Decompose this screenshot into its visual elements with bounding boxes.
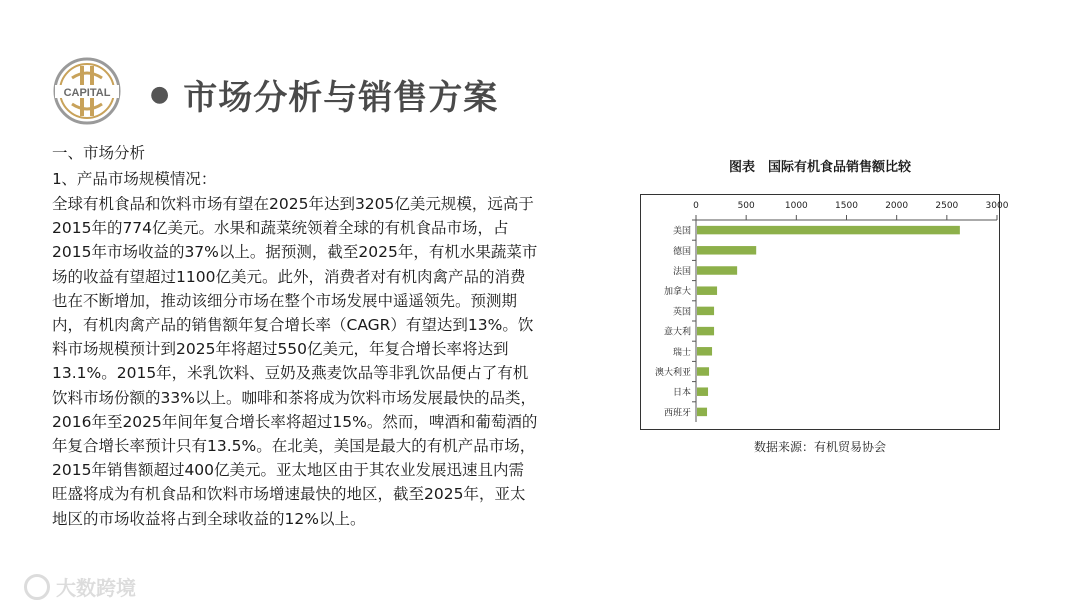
paragraph-line: 2015年的774亿美元。水果和蔬菜统领着全球的有机食品市场，占 [52, 219, 509, 238]
paragraph-line: 场的收益有望超过1100亿美元。此外，消费者对有机肉禽产品的消费 [52, 267, 526, 286]
watermark-icon [24, 574, 50, 600]
x-tick-label: 2500 [935, 201, 959, 211]
bar [697, 408, 707, 416]
category-label: 美国 [672, 226, 691, 237]
x-tick-label: 1000 [784, 201, 808, 211]
capital-logo [52, 56, 122, 126]
paragraph-line: 2016年至2025年间年复合增长率将超过15%。然而，啤酒和葡萄酒的 [52, 412, 538, 431]
paragraph-line: 内，有机肉禽产品的销售额年复合增长率（CAGR）有望达到13%。饮 [52, 316, 534, 335]
x-tick-label: 2000 [885, 201, 909, 211]
content-body [52, 140, 602, 531]
section-heading: 一、市场分析 [52, 144, 146, 162]
paragraph-line: 年复合增长率预计只有13.5%。在北美，美国是最大的有机产品市场， [52, 437, 536, 456]
bar [697, 286, 717, 294]
subheading: 1、产品市场规模情况： [52, 170, 217, 188]
bar [697, 307, 714, 315]
x-tick-label: 500 [737, 201, 755, 211]
watermark-text: 大数跨境 [56, 576, 136, 600]
bar [697, 266, 737, 274]
paragraph-line: 地区的市场收益将占到全球收益的12%以上。 [52, 509, 366, 528]
logo-text: CAPITAL [63, 87, 111, 99]
bar [697, 367, 709, 375]
category-label: 瑞士 [672, 347, 691, 358]
category-label: 英国 [672, 307, 691, 318]
bar [697, 226, 960, 234]
paragraph-line: 全球有机食品和饮料市场有望在2025年达到3205亿美元规模，远高于 [52, 195, 534, 213]
x-tick-label: 3000 [985, 201, 1009, 211]
x-tick-label: 0 [693, 201, 699, 211]
paragraph-line: 也在不断增加，推动该细分市场在整个市场发展中遥遥领先。预测期 [52, 291, 518, 310]
watermark [24, 572, 136, 601]
category-label: 西班牙 [663, 408, 691, 419]
category-label: 德国 [672, 246, 691, 257]
chart-caption: 图表 国际有机食品销售额比较 [728, 160, 911, 175]
bar [697, 327, 714, 335]
paragraph-line: 13.1%。2015年，米乳饮料、豆奶及燕麦饮品等非乳饮品便占了有机 [52, 364, 529, 383]
bar [697, 246, 756, 254]
paragraph-line: 旺盛将成为有机食品和饮料市场增速最快的地区，截至2025年，亚太 [52, 485, 526, 504]
category-label: 法国 [672, 267, 691, 277]
paragraph-line: 饮料市场份额的33%以上。咖啡和茶将成为饮料市场发展最快的品类， [52, 388, 536, 407]
category-label: 意大利 [663, 327, 691, 338]
bar [697, 387, 708, 395]
bar [697, 347, 712, 355]
title-row [150, 70, 498, 119]
title-bullet: ● [150, 82, 170, 107]
sales-bar-chart [640, 194, 1009, 430]
page-title: 市场分析与销售方案 [183, 78, 499, 118]
category-label: 日本 [672, 388, 691, 399]
chart-source: 数据来源：有机贸易协会 [753, 440, 886, 454]
paragraph-line: 料市场规模预计到2025年将超过550亿美元，年复合增长率将达到 [52, 340, 509, 359]
category-label: 澳大利亚 [654, 368, 691, 378]
x-tick-label: 1500 [835, 201, 858, 211]
category-label: 加拿大 [663, 287, 691, 298]
paragraph [52, 192, 602, 531]
paragraph-line: 2015年销售额超过400亿美元。亚太地区由于其农业发展迅速且内需 [52, 461, 525, 480]
paragraph-line: 2015年市场收益的37%以上。据预测，截至2025年，有机水果蔬菜市 [52, 243, 538, 262]
